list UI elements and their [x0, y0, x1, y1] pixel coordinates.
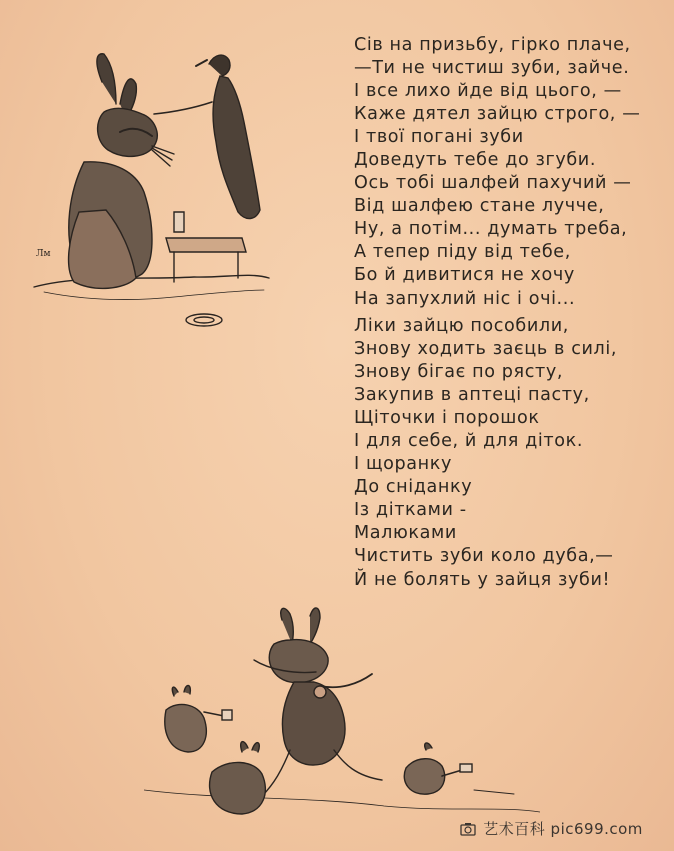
poem-line: Малюками — [354, 523, 457, 544]
poem-line: —Ти не чистиш зуби, зайче. — [354, 58, 630, 79]
poem-line: Знову ходить заєць в силі, — [354, 339, 618, 360]
poem-line: Від шалфею стане лучче, — [354, 196, 605, 217]
illustrator-signature: Лм — [36, 249, 51, 259]
poem-line: І все лихо йде від цього, — — [354, 81, 622, 102]
hare-woodpecker-illustration — [24, 42, 284, 342]
poem-line: Сів на призьбу, гірко плаче, — [354, 35, 631, 55]
poem-line: Й не болять у зайця зуби! — [354, 569, 611, 590]
poem-line: До сніданку — [354, 477, 473, 498]
camera-icon — [460, 822, 476, 836]
poem-stanza-2 — [354, 315, 617, 592]
hare-family-illustration — [144, 600, 540, 836]
poem-line: І щоранку — [354, 454, 453, 475]
poem-line: Доведуть тебе до згуби. — [354, 150, 597, 171]
poem-line: Закупив в аптеці пасту, — [354, 385, 590, 406]
poem-line: Бо й дивитися не хочу — [354, 265, 575, 286]
poem-stanza-1 — [354, 34, 640, 311]
poem-line: Ліки зайцю пособили, — [354, 316, 569, 336]
watermark-text: 艺术百科 pic699.com — [483, 820, 643, 838]
poem-line: І для себе, й для діток. — [354, 431, 584, 452]
watermark — [460, 818, 643, 839]
poem-line: Щіточки і порошок — [354, 408, 540, 429]
poem-line: Чистить зуби коло дуба,— — [354, 546, 614, 567]
poem-line: Ось тобі шалфей пахучий — — [354, 173, 632, 194]
poem-line: А тепер піду від тебе, — [354, 242, 571, 263]
poem-line: Ну, а потім... думать треба, — [354, 219, 628, 240]
poem-line: Знову бігає по рясту, — [354, 362, 564, 383]
poem-line: Із дітками - — [354, 500, 467, 521]
poem-line: Каже дятел зайцю строго, — — [354, 104, 641, 125]
poem-line: І твої погані зуби — [354, 127, 524, 148]
poem-line: На запухлий ніс і очі... — [354, 288, 576, 309]
